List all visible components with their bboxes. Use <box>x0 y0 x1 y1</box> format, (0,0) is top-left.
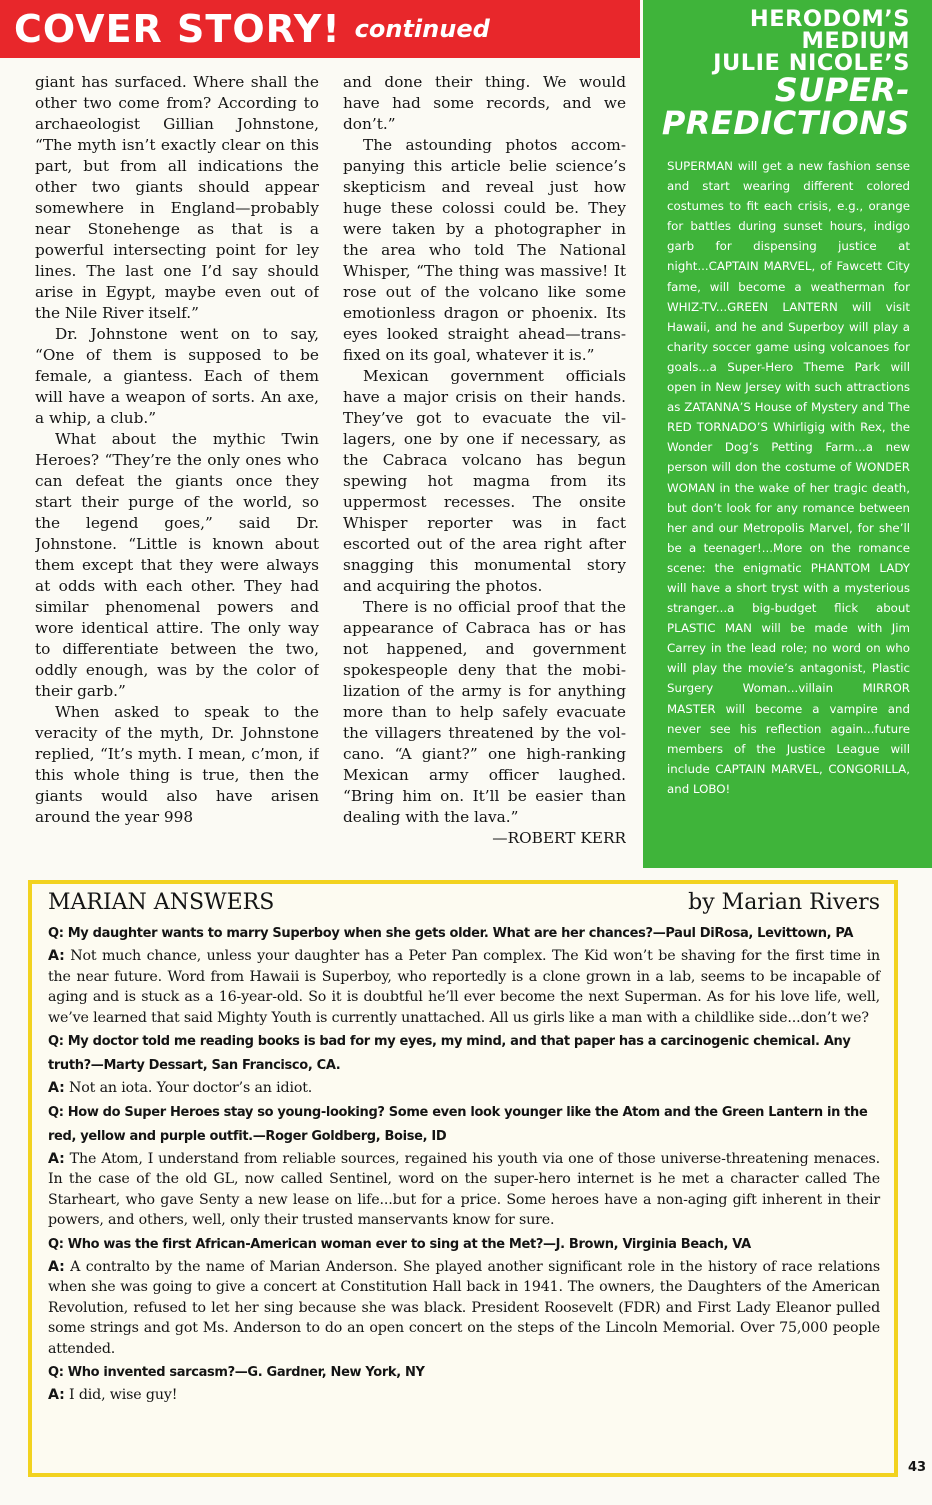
sidebar-heading-line-1: HERODOM’S <box>749 6 910 32</box>
page-number: 43 <box>908 1460 927 1475</box>
question: Q: How do Super Heroes stay so young-looking? Some even look younger like the Atom and the Green Lantern in the red, yellow and purple outfit.—Roger Goldberg, Boise, ID <box>48 1104 868 1144</box>
marian-answers-box <box>28 880 898 1477</box>
banner-subtitle: continued <box>354 15 490 43</box>
answer <box>48 1257 880 1360</box>
question: Q: My daughter wants to marry Superboy when she gets older. What are her chances?—Paul DiRosa, Levittown, PA <box>48 926 854 941</box>
answer-label: A: <box>48 1258 65 1275</box>
answer-text: I did, wise guy! <box>69 1387 178 1403</box>
answer-text: A contralto by the name of Marian Anderson. She played another significant role in the history of race relations when she was going to give a concert at Constitution Hall back in 1941. The owners, the Daughters of the American Revolution, refused to let her sing because she was black. President Roosevelt (FDR) and First Lady Eleanor pulled some strings and got Ms. Anderson to do an open concert on the steps of the Lincoln Memorial. Over 75,000 people attended. <box>48 1258 880 1357</box>
answer <box>48 946 880 1028</box>
answer-text: Not an iota. Your doctor’s an idiot. <box>69 1080 313 1096</box>
question: Q: Who invented sarcasm?—G. Gardner, New York, NY <box>48 1365 425 1380</box>
col2-paragraph-1: and done their thing. We would have had some records, and we don’t.” <box>343 73 626 133</box>
answer-label: A: <box>48 1080 65 1096</box>
question: Q: Who was the first African-American woman ever to sing at the Met?—J. Brown, Virginia Beach, VA <box>48 1236 751 1252</box>
answer <box>48 1078 880 1099</box>
answer-label: A: <box>48 1387 65 1403</box>
col1-paragraph-1: giant has surfaced. Where shall the other two come from? According to archaeologist Gillian Johnstone, “The myth isn’t exactly clear on this part, but from all indications the other two giants should appear somewhere in England—probably near Stonehenge as that is a powerful intersecting point for ley lines. The last one I’d say should arise in Egypt, maybe even out of the Nile River itself.” <box>35 73 319 322</box>
answer-label: A: <box>48 948 65 964</box>
col2-paragraph-4: There is no official proof that the appearance of Cabraca has or has not happened, and government spokespeople deny that the mobilization of the army is for anything more than to help safely evacuate the villagers threatened by the volcano. “A giant?” one high-ranking Mexican army officer laughed. “Bring him on. It’ll be easier than dealing with the lava.” <box>343 598 626 826</box>
col1-paragraph-3: What about the mythic Twin Heroes? “They’re the only ones who can defeat the giants once they start their purge of the world, so the legend goes,” said Dr. Johnstone. “Little is known about them except that they were always at odds with each other. They had similar phenomenal powers and wore identical attire. The only way to differentiate between the two, oddly enough, was by the color of their garb.” <box>35 430 319 700</box>
qa-header <box>48 890 880 922</box>
answer-text: The Atom, I understand from reliable sources, regained his youth via one of those universe-threatening menaces. In the case of the old GL, now called Sentinel, word on the super-hero internet is he met a character called The Starheart, who gave Senty a new lease on life...but for a price. Some heroes have a non-aging gift inherent in their powers, and others, well, only their trusted manservants know for sure. <box>48 1150 880 1228</box>
sidebar-heading <box>655 8 910 140</box>
article-column-2 <box>343 72 626 862</box>
answer <box>48 1385 880 1406</box>
sidebar-heading-line-4: SUPER- <box>774 71 910 109</box>
article-byline: —ROBERT KERR <box>492 829 626 847</box>
qa-title: MARIAN ANSWERS <box>48 890 275 915</box>
article-column-1 <box>35 72 319 862</box>
sidebar-heading-line-5: PREDICTIONS <box>661 104 910 142</box>
predictions-sidebar <box>643 0 932 868</box>
sidebar-heading-line-3: JULIE NICOLE’S <box>713 50 910 76</box>
cover-story-banner <box>0 0 640 58</box>
col1-paragraph-4: When asked to speak to the veracity of the myth, Dr. Johnstone replied, “It’s myth. I mean, c’mon, if this whole thing is true, then the giants would also have arisen around the year 998 <box>35 703 319 826</box>
sidebar-predictions-text: SUPERMAN will get a new fashion sense and start wearing different colored costumes to fit each crisis, e.g., orange for battles during sunset hours, indigo garb for dispensing justice at night...CAPTAIN MARVEL, of Fawcett City fame, will become a weatherman for WHIZ-TV...GREEN LANTERN will visit Hawaii, and he and Superboy will play a charity soccer game using volcanoes for goals...a Super-Hero Theme Park will open in New Jersey with such attractions as ZATANNA’S House of Mystery and The RED TORNADO’S Whirligig with Rex, the Wonder Dog’s Petting Farm...a new person will don the costume of WONDER WOMAN in the wake of her tragic death, but don’t look for any romance between her and our Metropolis Marvel, for she’ll be a teenager!...More on the romance scene: the enigmatic PHANTOM LADY will have a short tryst with a mysterious stranger...a big-budget flick about PLASTIC MAN will be made with Jim Carrey in the lead role; no word on who will play the movie’s antagonist, Plastic Surgery Woman...villain MIRROR MASTER will become a vampire and never see his reflection again...future members of the Justice League will include CAPTAIN MARVEL, CONGORILLA, and LOBO! <box>667 159 910 796</box>
answer-text: Not much chance, unless your daughter has a Peter Pan complex. The Kid won’t be shaving for the first time in the near future. Word from Hawaii is Superboy, who reportedly is a clone grown in a lab, seems to be incapable of aging and is stuck as a 16-year-old. So it is doubtful he’ll ever become the next Superman. As for his love life, well, we’ve learned that said Mighty Youth is currently unattached. All us girls like a man with a childlike side...don’t we? <box>48 948 880 1026</box>
col2-paragraph-3: Mexican government officials have a major crisis on their hands. They’ve got to evacuate the villagers, one by one if necessary, as the Cabraca volcano has begun spewing hot magma from its uppermost recesses. The onsite Whisper reporter was in fact escorted out of the area right after snagging this monumental story and acquiring the photos. <box>343 367 626 595</box>
answer <box>48 1149 880 1231</box>
col2-paragraph-2: The astounding photos accompanying this article belie science’s skepticism and reveal just how huge these colossi could be. They were taken by a photographer in the area who told The National Whisper, “The thing was massive! It rose out of the volcano like some emotionless dragon or phoenix. Its eyes looked straight ahead—transfixed on its goal, whatever it is.” <box>343 136 626 364</box>
question: Q: My doctor told me reading books is bad for my eyes, my mind, and that paper has a carcinogenic chemical. Any truth?—Marty Dessart, San Francisco, CA. <box>48 1034 851 1073</box>
col1-paragraph-2: Dr. Johnstone went on to say, “One of them is supposed to be female, a giantess. Each of them will have a weapon of sorts. An axe, a whip, a club.” <box>35 325 319 427</box>
qa-byline: by Marian Rivers <box>688 890 880 915</box>
banner-title: COVER STORY! <box>14 7 341 51</box>
answer-label: A: <box>48 1150 65 1167</box>
sidebar-heading-line-2: MEDIUM <box>801 28 910 54</box>
